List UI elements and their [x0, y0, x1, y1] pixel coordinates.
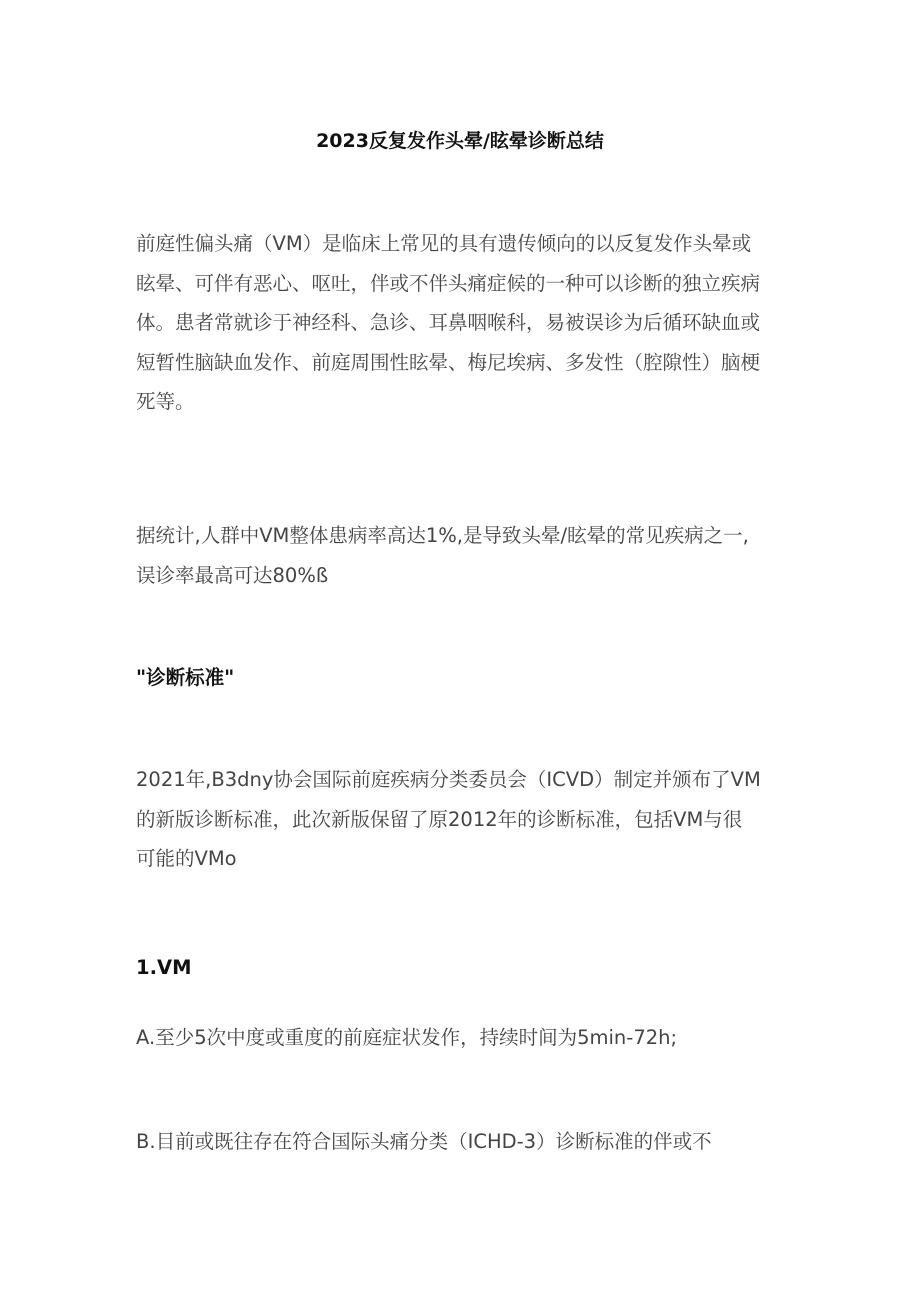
section-heading: "诊断标准" [136, 666, 235, 689]
document-title: 2023反复发作头晕/眩晕诊断总结 [316, 130, 604, 152]
stats-line: 误诊率最高可达80%ß [136, 563, 329, 587]
subsection-heading: 1.VM [136, 956, 192, 979]
criteria-intro-paragraph [136, 760, 786, 879]
stats-line: 据统计,人群中VM整体患病率高达1%,是导致头晕/眩晕的常见疾病之一, [136, 524, 749, 547]
intro-line: 眩晕、可伴有恶心、呕吐，伴或不伴头痛症候的一种可以诊断的独立疾病 [136, 271, 761, 295]
criteria-intro-line: 的新版诊断标准，此次新版保留了原2012年的诊断标准，包括VM与很 [136, 807, 743, 831]
criterion-b-text: B.目前或既往存在符合国际头痛分类（ICHD-3）诊断标准的伴或不 [136, 1130, 712, 1153]
intro-line: 短暂性脑缺血发作、前庭周围性眩晕、梅尼埃病、多发性（腔隙性）脑梗 [136, 350, 761, 374]
criteria-intro-line: 可能的VMo [136, 847, 237, 870]
criteria-intro-line: 2021年,B3dny协会国际前庭疾病分类委员会（ICVD）制定并颁布了VM [136, 768, 761, 791]
intro-paragraph [136, 224, 786, 422]
intro-line: 前庭性偏头痛（VM）是临床上常见的具有遗传倾向的以反复发作头晕或 [136, 232, 752, 255]
intro-line: 死等。 [136, 390, 195, 413]
stats-paragraph [136, 516, 786, 595]
intro-line: 体。患者常就诊于神经科、急诊、耳鼻咽喉科，易被误诊为后循环缺血或 [136, 311, 761, 334]
criterion-b [136, 1122, 786, 1162]
criterion-a [136, 1018, 786, 1058]
criterion-a-text: A.至少5次中度或重度的前庭症状发作，持续时间为5min-72h; [136, 1026, 678, 1049]
